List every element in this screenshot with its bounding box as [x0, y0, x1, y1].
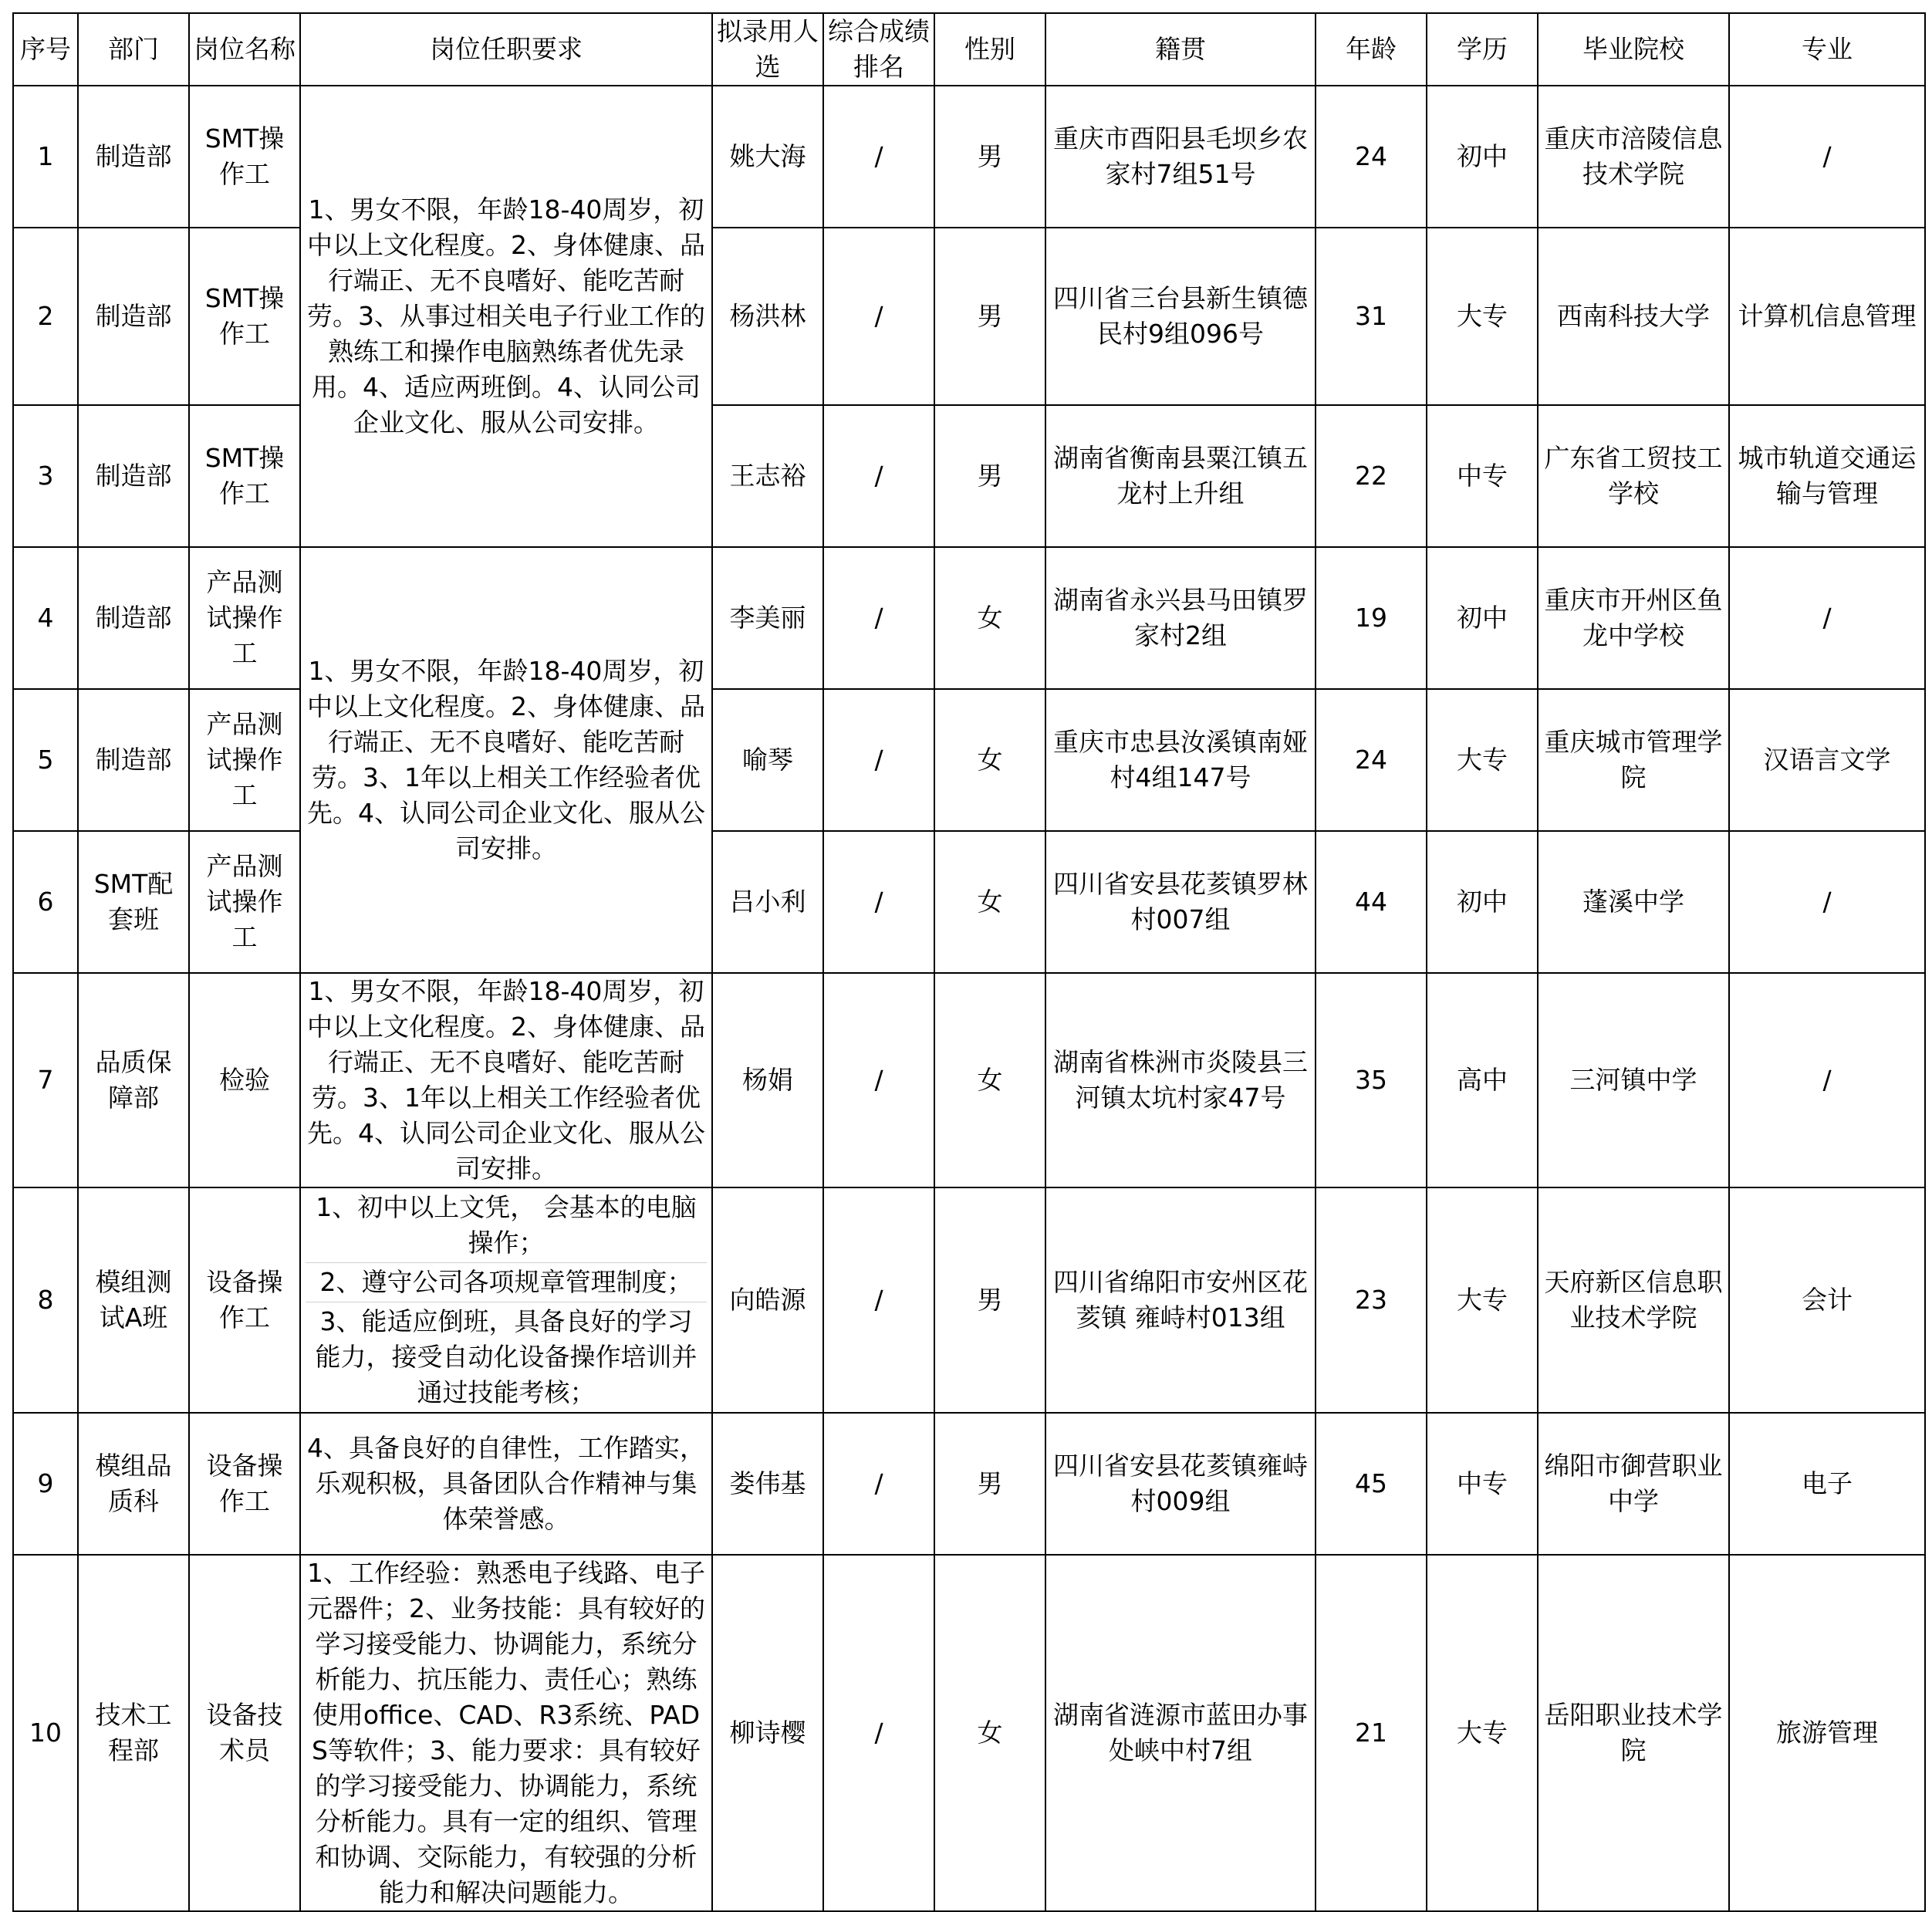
cell-school: 重庆市涪陵信息技术学院: [1538, 86, 1729, 228]
header-cell: 序号: [13, 13, 78, 86]
cell-school: 三河镇中学: [1538, 973, 1729, 1187]
cell-major: 城市轨道交通运输与管理: [1729, 405, 1925, 547]
cell-requirements: 1、工作经验：熟悉电子线路、电子元器件；2、业务技能：具有较好的学习接受能力、协调能力，系统分析能力、抗压能力、责任心；熟练使用office、CAD、R3系统、PADS等软件；3、能力要求：具有较好的学习接受能力、协调能力，系统分析能力。具有一定的组织、管理和协调、交际能力，有较强的分析能力和解决问题能力。: [300, 1555, 712, 1911]
cell-gender: 女: [934, 1555, 1045, 1911]
cell-rank: /: [823, 1555, 934, 1911]
cell-gender: 男: [934, 228, 1045, 405]
cell-post: 设备技术员: [189, 1555, 300, 1911]
cell-origin: 四川省安县花荄镇雍峙村009组: [1045, 1413, 1316, 1555]
cell-no: 8: [13, 1187, 78, 1413]
cell-age: 23: [1316, 1187, 1427, 1413]
cell-origin: 四川省绵阳市安州区花荄镇 雍峙村013组: [1045, 1187, 1316, 1413]
header-cell: 毕业院校: [1538, 13, 1729, 86]
cell-post: SMT操作工: [189, 228, 300, 405]
cell-education: 初中: [1427, 831, 1538, 973]
cell-school: 岳阳职业技术学院: [1538, 1555, 1729, 1911]
table-row: [13, 1187, 1925, 1413]
table-row: [13, 86, 1925, 228]
header-cell: 拟录用人选: [712, 13, 823, 86]
cell-major: /: [1729, 86, 1925, 228]
cell-origin: 湖南省永兴县马田镇罗家村2组: [1045, 547, 1316, 689]
cell-rank: /: [823, 547, 934, 689]
cell-school: 重庆市开州区鱼龙中学校: [1538, 547, 1729, 689]
cell-rank: /: [823, 86, 934, 228]
cell-major: /: [1729, 973, 1925, 1187]
cell-school: 绵阳市御营职业中学: [1538, 1413, 1729, 1555]
cell-age: 19: [1316, 547, 1427, 689]
cell-age: 31: [1316, 228, 1427, 405]
cell-education: 大专: [1427, 689, 1538, 831]
cell-age: 44: [1316, 831, 1427, 973]
cell-post: 设备操作工: [189, 1187, 300, 1413]
cell-gender: 男: [934, 1187, 1045, 1413]
cell-requirements: 4、具备良好的自律性，工作踏实，乐观积极，具备团队合作精神与集体荣誉感。: [300, 1413, 712, 1555]
cell-requirements: [300, 1187, 712, 1413]
cell-education: 初中: [1427, 86, 1538, 228]
cell-name: 杨洪林: [712, 228, 823, 405]
cell-gender: 女: [934, 689, 1045, 831]
recruitment-table: [12, 12, 1926, 1912]
cell-age: 22: [1316, 405, 1427, 547]
table-row: [13, 228, 1925, 405]
cell-name: 向皓源: [712, 1187, 823, 1413]
cell-origin: 湖南省衡南县粟江镇五龙村上升组: [1045, 405, 1316, 547]
cell-age: 21: [1316, 1555, 1427, 1911]
cell-name: 李美丽: [712, 547, 823, 689]
cell-dept: 模组品质科: [78, 1413, 189, 1555]
cell-no: 10: [13, 1555, 78, 1911]
table-row: [13, 689, 1925, 831]
cell-origin: 湖南省株洲市炎陵县三河镇太坑村家47号: [1045, 973, 1316, 1187]
cell-education: 大专: [1427, 228, 1538, 405]
cell-rank: /: [823, 1413, 934, 1555]
cell-no: 5: [13, 689, 78, 831]
header-cell: 籍贯: [1045, 13, 1316, 86]
header-cell: 专业: [1729, 13, 1925, 86]
cell-origin: 重庆市酉阳县毛坝乡农家村7组51号: [1045, 86, 1316, 228]
requirement-item: 1、初中以上文凭， 会基本的电脑操作；: [316, 1192, 697, 1258]
cell-age: 35: [1316, 973, 1427, 1187]
header-row: [13, 13, 1925, 86]
cell-post: 产品测试操作工: [189, 689, 300, 831]
cell-post: SMT操作工: [189, 405, 300, 547]
cell-post: 设备操作工: [189, 1413, 300, 1555]
cell-rank: /: [823, 405, 934, 547]
cell-dept: 制造部: [78, 86, 189, 228]
cell-name: 王志裕: [712, 405, 823, 547]
cell-no: 1: [13, 86, 78, 228]
cell-name: 柳诗樱: [712, 1555, 823, 1911]
cell-post: 检验: [189, 973, 300, 1187]
cell-gender: 女: [934, 547, 1045, 689]
table-row: [13, 1413, 1925, 1555]
cell-rank: /: [823, 689, 934, 831]
cell-dept: 制造部: [78, 405, 189, 547]
table-row: [13, 405, 1925, 547]
cell-name: 姚大海: [712, 86, 823, 228]
cell-post: 产品测试操作工: [189, 547, 300, 689]
cell-origin: 四川省三台县新生镇德民村9组096号: [1045, 228, 1316, 405]
cell-age: 45: [1316, 1413, 1427, 1555]
cell-gender: 男: [934, 86, 1045, 228]
cell-gender: 男: [934, 1413, 1045, 1555]
cell-no: 9: [13, 1413, 78, 1555]
cell-no: 4: [13, 547, 78, 689]
cell-post: 产品测试操作工: [189, 831, 300, 973]
cell-school: 广东省工贸技工学校: [1538, 405, 1729, 547]
header-cell: 性别: [934, 13, 1045, 86]
cell-requirements: 1、男女不限，年龄18-40周岁，初中以上文化程度。2、身体健康、品行端正、无不良嗜好、能吃苦耐劳。3、1年以上相关工作经验者优先。4、认同公司企业文化、服从公司安排。: [300, 973, 712, 1187]
cell-dept: SMT配套班: [78, 831, 189, 973]
cell-education: 大专: [1427, 1187, 1538, 1413]
cell-gender: 男: [934, 405, 1045, 547]
cell-requirements: 1、男女不限，年龄18-40周岁，初中以上文化程度。2、身体健康、品行端正、无不良嗜好、能吃苦耐劳。3、从事过相关电子行业工作的熟练工和操作电脑熟练者优先录用。4、适应两班倒。4、认同公司企业文化、服从公司安排。: [300, 86, 712, 547]
cell-education: 高中: [1427, 973, 1538, 1187]
cell-education: 中专: [1427, 405, 1538, 547]
table-row: [13, 547, 1925, 689]
header-cell: 综合成绩排名: [823, 13, 934, 86]
cell-education: 初中: [1427, 547, 1538, 689]
cell-rank: /: [823, 973, 934, 1187]
table-row: [13, 973, 1925, 1187]
requirement-item: 3、能适应倒班，具备良好的学习能力，接受自动化设备操作培训并通过技能考核；: [306, 1302, 707, 1412]
cell-gender: 女: [934, 831, 1045, 973]
cell-dept: 品质保障部: [78, 973, 189, 1187]
cell-dept: 技术工程部: [78, 1555, 189, 1911]
cell-no: 2: [13, 228, 78, 405]
cell-major: 电子: [1729, 1413, 1925, 1555]
cell-name: 喻琴: [712, 689, 823, 831]
cell-rank: /: [823, 228, 934, 405]
cell-dept: 制造部: [78, 228, 189, 405]
cell-school: 天府新区信息职业技术学院: [1538, 1187, 1729, 1413]
cell-no: 7: [13, 973, 78, 1187]
cell-requirements: 1、男女不限，年龄18-40周岁，初中以上文化程度。2、身体健康、品行端正、无不良嗜好、能吃苦耐劳。3、1年以上相关工作经验者优先。4、认同公司企业文化、服从公司安排。: [300, 547, 712, 973]
cell-origin: 湖南省涟源市蓝田办事处峡中村7组: [1045, 1555, 1316, 1911]
cell-post: SMT操作工: [189, 86, 300, 228]
cell-dept: 制造部: [78, 547, 189, 689]
cell-gender: 女: [934, 973, 1045, 1187]
cell-school: 西南科技大学: [1538, 228, 1729, 405]
cell-age: 24: [1316, 86, 1427, 228]
cell-education: 大专: [1427, 1555, 1538, 1911]
cell-origin: 四川省安县花荄镇罗林村007组: [1045, 831, 1316, 973]
cell-dept: 制造部: [78, 689, 189, 831]
cell-education: 中专: [1427, 1413, 1538, 1555]
cell-school: 重庆城市管理学院: [1538, 689, 1729, 831]
header-cell: 岗位任职要求: [300, 13, 712, 86]
cell-origin: 重庆市忠县汝溪镇南娅村4组147号: [1045, 689, 1316, 831]
header-cell: 年龄: [1316, 13, 1427, 86]
cell-major: 计算机信息管理: [1729, 228, 1925, 405]
cell-age: 24: [1316, 689, 1427, 831]
cell-rank: /: [823, 831, 934, 973]
cell-name: 娄伟基: [712, 1413, 823, 1555]
header-cell: 部门: [78, 13, 189, 86]
cell-name: 吕小利: [712, 831, 823, 973]
cell-no: 6: [13, 831, 78, 973]
cell-major: /: [1729, 831, 1925, 973]
cell-name: 杨娟: [712, 973, 823, 1187]
table-row: [13, 1555, 1925, 1911]
header-cell: 岗位名称: [189, 13, 300, 86]
cell-dept: 模组测试A班: [78, 1187, 189, 1413]
cell-major: 会计: [1729, 1187, 1925, 1413]
table-row: [13, 831, 1925, 973]
cell-rank: /: [823, 1187, 934, 1413]
cell-school: 蓬溪中学: [1538, 831, 1729, 973]
cell-major: /: [1729, 547, 1925, 689]
header-cell: 学历: [1427, 13, 1538, 86]
cell-major: 汉语言文学: [1729, 689, 1925, 831]
cell-no: 3: [13, 405, 78, 547]
requirement-item: 2、遵守公司各项规章管理制度；: [306, 1262, 707, 1302]
cell-major: 旅游管理: [1729, 1555, 1925, 1911]
